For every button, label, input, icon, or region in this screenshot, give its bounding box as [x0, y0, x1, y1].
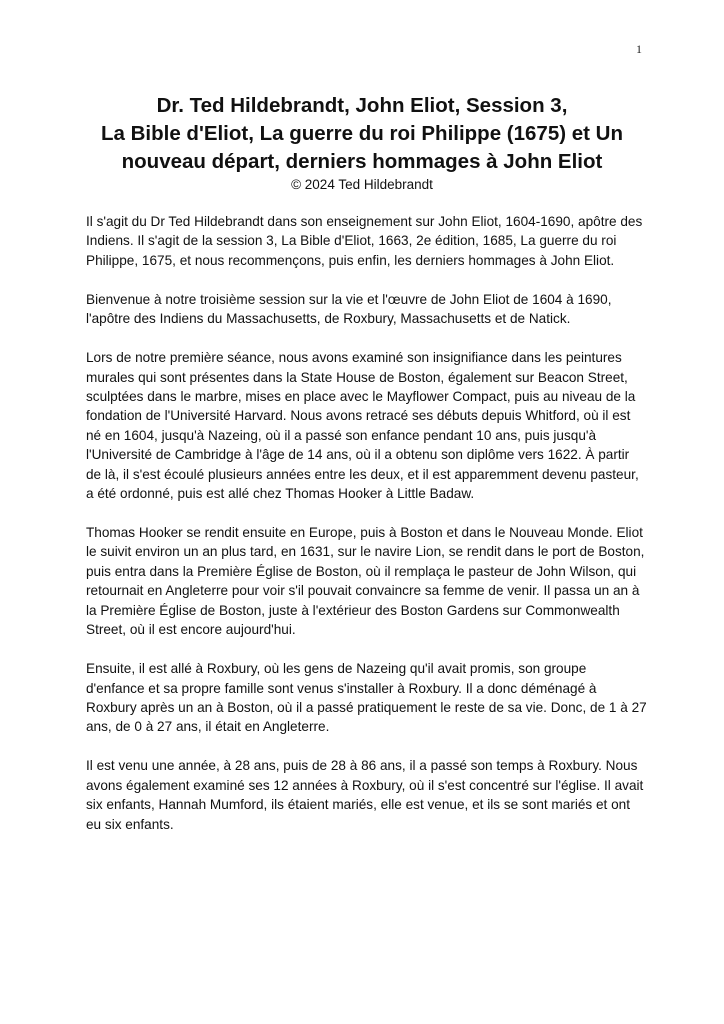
paragraph-thomas-hooker: Thomas Hooker se rendit ensuite en Europe, puis à Boston et dans le Nouveau Monde. Eliot le suivit environ un an plus tard, en 1631, sur le navire Lion, se rendit dans le port de Boston, puis entra dans la Première Église de Boston, où il remplaça le pasteur de John Wilson, qui retournait en Angleterre pour voir s'il pouvait convaincre sa femme de venir. Il passa un an à la Première Église de Boston, juste à l'extérieur des Boston Gardens sur Commonwealth Street, où il est encore aujourd'hui. [86, 525, 645, 638]
document-title-line-3: nouveau départ, derniers hommages à John Eliot [121, 150, 603, 173]
page-number: 1 [636, 42, 642, 56]
paragraph-roxbury: Ensuite, il est allé à Roxbury, où les gens de Nazeing qu'il avait promis, son groupe d'enfance et sa propre famille sont venus s'installer à Roxbury. Il a donc déménagé à Roxbury après un an à Boston, où il a passé pratiquement le reste de sa vie. Donc, de 1 à 27 ans, de 0 à 27 ans, il était en Angleterre. [86, 661, 647, 735]
copyright-notice: © 2024 Ted Hildebrandt [291, 177, 433, 192]
paragraph-family: Il est venu une année, à 28 ans, puis de 28 à 86 ans, il a passé son temps à Roxbury. Nous avons également examiné ses 12 années à Roxbury, où il s'est concentré sur l'église. Il avait six enfants, Hannah Mumford, ils étaient mariés, elle est venue, et ils se sont mariés et ont eu six enfants. [86, 758, 644, 832]
document-header [60, 92, 664, 194]
paragraph-intro: Il s'agit du Dr Ted Hildebrandt dans son enseignement sur John Eliot, 1604-1690, apôtre des Indiens. Il s'agit de la session 3, La Bible d'Eliot, 1663, 2e édition, 1685, La guerre du roi Philippe, 1675, et nous recommençons, puis enfin, les derniers hommages à John Eliot. [86, 214, 643, 268]
paragraph-first-session-recap: Lors de notre première séance, nous avons examiné son insignifiance dans les peintures murales qui sont présentes dans la State House de Boston, également sur Beacon Street, sculptées dans le marbre, mises en place avec le Mayflower Compact, puis au niveau de la fondation de l'Université Harvard. Nous avons retracé ses débuts depuis Whitford, où il est né en 1604, jusqu'à Nazeing, où il a passé son enfance pendant 10 ans, puis jusqu'à l'Université de Cambridge à l'âge de 14 ans, où il a obtenu son diplôme vers 1622. À partir de là, il s'est écoulé plusieurs années entre les deux, et il est apparemment devenu pasteur, a été ordonné, puis est allé chez Thomas Hooker à Little Badaw. [86, 350, 639, 502]
document-body [86, 212, 648, 854]
document-title-line-2: La Bible d'Eliot, La guerre du roi Philippe (1675) et Un [100, 122, 623, 145]
paragraph-welcome: Bienvenue à notre troisième session sur la vie et l'œuvre de John Eliot de 1604 à 1690, l'apôtre des Indiens du Massachusetts, de Roxbury, Massachusetts et de Natick. [86, 291, 612, 327]
document-title-line-1: Dr. Ted Hildebrandt, John Eliot, Session 3, [156, 94, 568, 117]
